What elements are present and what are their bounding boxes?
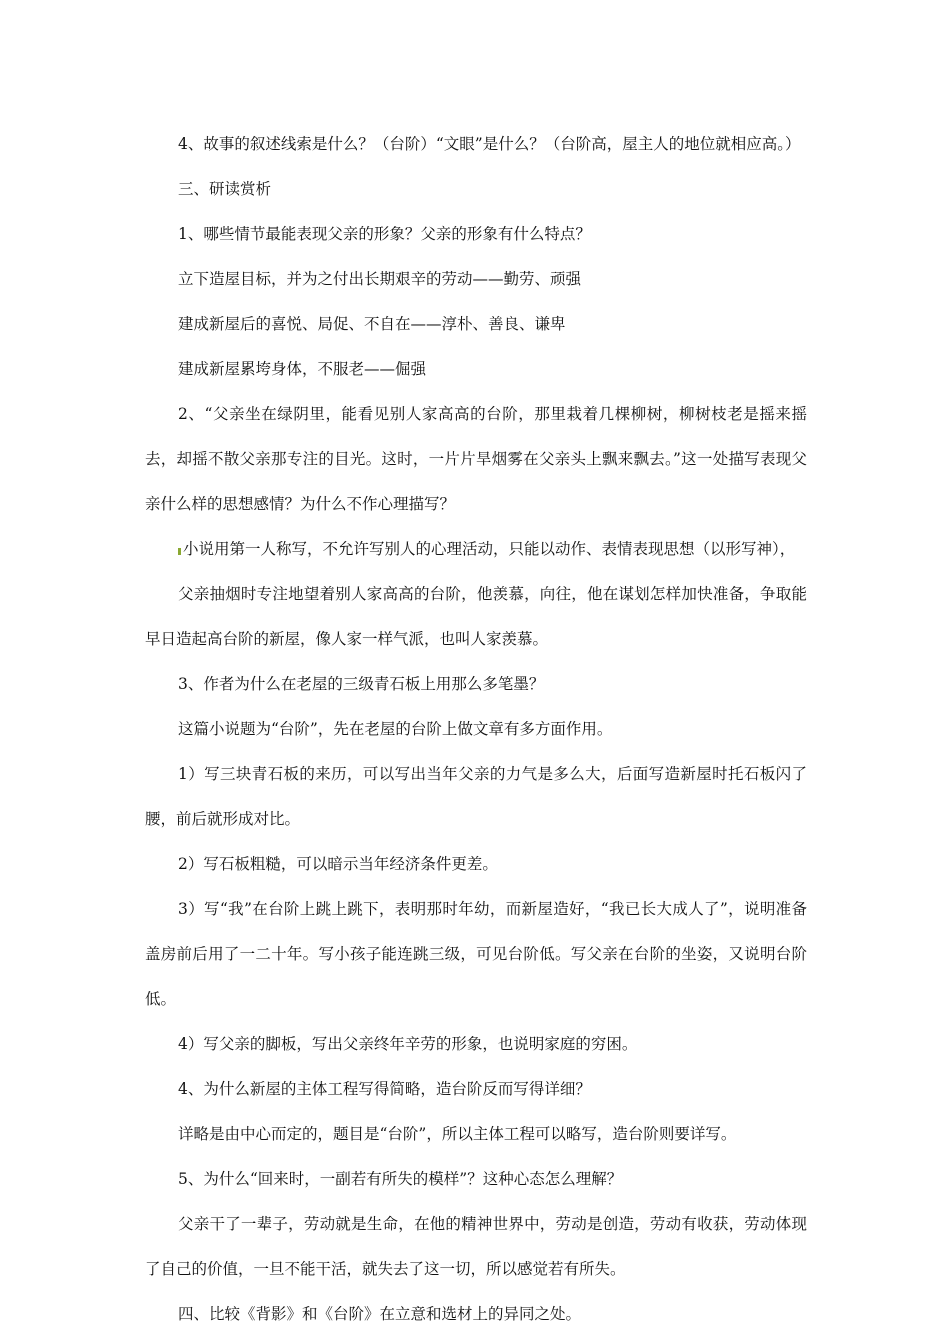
paragraph-answer-4: 详略是由中心而定的，题目是“台阶”，所以主体工程可以略写，造台阶则要详写。 (178, 1125, 737, 1143)
paragraph-answer-3-intro: 这篇小说题为“台阶”，先在老屋的台阶上做文章有多方面作用。 (178, 720, 613, 738)
heading-section-4: 四、比较《背影》和《台阶》在立意和选材上的异同之处。 (178, 1305, 582, 1323)
paragraph-answer-3-point-1: 1）写三块青石板的来历，可以写出当年父亲的力气是多么大，后面写造新屋时托石板闪了腰，前后就形成对比。 (145, 765, 807, 828)
paragraph-answer-3-point-3: 3）写“我”在台阶上跳上跳下，表明那时年幼，而新屋造好，“我已长大成人了”，说明准备盖房前后用了一二十年。写小孩子能连跳三级，可见台阶低。写父亲在台阶的坐姿，又说明台阶低。 (145, 900, 807, 1008)
paragraph-answer-1b: 建成新屋后的喜悦、局促、不自在——淳朴、善良、谦卑 (178, 315, 566, 333)
paragraph-question-5: 5、为什么“回来时，一副若有所失的模样”？这种心态怎么理解？ (178, 1170, 623, 1188)
paragraph-question-4-clue: 4、故事的叙述线索是什么？（台阶）“文眼”是什么？（台阶高，屋主人的地位就相应高。） (178, 135, 801, 153)
paragraph-answer-2a-text: 小说用第一人称写，不允许写别人的心理活动，只能以动作、表情表现思想（以形写神）， (183, 540, 796, 558)
paragraph-answer-1a: 立下造屋目标，并为之付出长期艰辛的劳动——勤劳、顽强 (178, 270, 582, 288)
paragraph-question-3: 3、作者为什么在老屋的三级青石板上用那么多笔墨？ (178, 675, 545, 693)
paragraph-question-4: 4、为什么新屋的主体工程写得简略，造台阶反而写得详细？ (178, 1080, 591, 1098)
margin-mark-icon (178, 548, 181, 555)
paragraph-answer-2b: 父亲抽烟时专注地望着别人家高高的台阶，他羡慕，向往，他在谋划怎样加快准备，争取能早日造起高台阶的新屋，像人家一样气派，也叫人家羡慕。 (145, 585, 807, 648)
paragraph-answer-3-point-2: 2）写石板粗糙，可以暗示当年经济条件更差。 (178, 855, 498, 873)
heading-section-3: 三、研读赏析 (178, 180, 272, 198)
paragraph-answer-2a (145, 527, 807, 572)
paragraph-question-2: 2、“父亲坐在绿阴里，能看见别人家高高的台阶，那里栽着几棵柳树，柳树枝老是摇来摇去，却摇不散父亲那专注的目光。这时，一片片旱烟雾在父亲头上飘来飘去。”这一处描写表现父亲什么样的思想感情？为什么不作心理描写？ (145, 405, 807, 513)
paragraph-answer-1c: 建成新屋累垮身体，不服老——倔强 (178, 360, 427, 378)
paragraph-question-1: 1、哪些情节最能表现父亲的形象？父亲的形象有什么特点？ (178, 225, 591, 243)
paragraph-answer-5: 父亲干了一辈子，劳动就是生命，在他的精神世界中，劳动是创造，劳动有收获，劳动体现了自己的价值，一旦不能干活，就失去了这一切，所以感觉若有所失。 (145, 1215, 807, 1278)
document-body (145, 122, 807, 1337)
paragraph-answer-3-point-4: 4）写父亲的脚板，写出父亲终年辛劳的形象，也说明家庭的穷困。 (178, 1035, 638, 1053)
